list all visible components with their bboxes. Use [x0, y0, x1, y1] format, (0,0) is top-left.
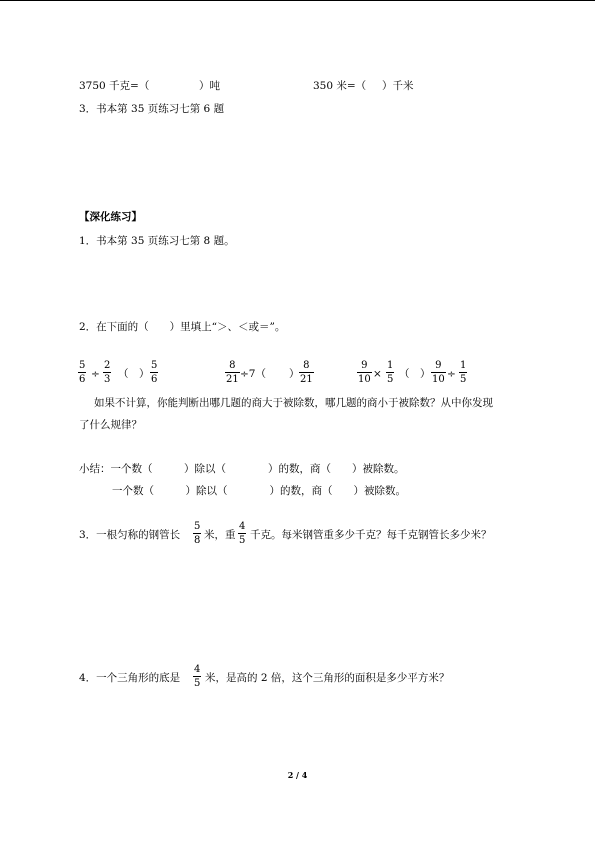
question-4-prefix: 4．一个三角形的底是 [79, 672, 181, 684]
denominator: 21 [300, 374, 313, 385]
numerator: 9 [361, 360, 368, 371]
denominator: 8 [194, 535, 201, 546]
blank-a[interactable]: （ ） [118, 368, 150, 380]
question-2-text-2: 了什么规律？ [79, 419, 142, 431]
conversion-left-close: ）吨 [199, 80, 220, 92]
denominator: 6 [79, 374, 86, 385]
question-3-suffix: 千克。每米钢管重多少千克？每千克钢管长多少米？ [250, 529, 492, 541]
divide-sign: ÷ [91, 368, 100, 380]
question-1: 1．书本第 35 页练习七第 8 题。 [79, 235, 235, 247]
denominator: 5 [194, 678, 201, 689]
denominator: 21 [226, 374, 239, 385]
numerator: 5 [194, 521, 201, 532]
numerator: 4 [239, 521, 246, 532]
denominator: 10 [432, 374, 445, 385]
question-3-prefix: 3．一根匀称的钢管长 [79, 529, 181, 541]
page-number: 2 / 4 [287, 770, 308, 780]
numerator: 5 [151, 360, 158, 371]
numerator: 1 [387, 360, 394, 371]
fraction-q4-base [193, 664, 201, 689]
fraction-a1 [78, 360, 86, 385]
divide-seven: ÷7（ [240, 368, 266, 380]
fraction-q3-weight [238, 521, 246, 546]
conversion-left: 3750 千克=（ [79, 80, 150, 92]
fraction-a3 [150, 360, 158, 385]
numerator: 2 [104, 360, 111, 371]
fraction-q3-length [193, 521, 201, 546]
numerator: 5 [79, 360, 86, 371]
fraction-c4 [459, 360, 467, 385]
blank-c[interactable]: （ ） [399, 368, 431, 380]
denominator: 5 [460, 374, 467, 385]
top-rule [0, 0, 595, 1]
question-4-suffix: 米，是高的 2 倍，这个三角形的面积是多少平方米？ [205, 672, 450, 684]
fraction-c3 [431, 360, 446, 385]
summary-line-2: 一个数（ ）除以（ ）的数，商（ ）被除数。 [112, 485, 406, 497]
question-2: 2．在下面的（ ）里填上“＞、＜或＝”。 [79, 321, 286, 333]
question-3-top: 3．书本第 35 页练习七第 6 题 [79, 103, 225, 115]
blank-b[interactable]: ） [268, 368, 300, 380]
numerator: 1 [460, 360, 467, 371]
denominator: 10 [358, 374, 371, 385]
fraction-b3 [299, 360, 314, 385]
numerator: 8 [229, 360, 236, 371]
section-title: 【深化练习】 [79, 211, 142, 223]
fraction-c2 [386, 360, 394, 385]
conversion-right: 350 米=（ [313, 80, 367, 92]
multiply-sign: × [373, 368, 382, 380]
divide-sign: ÷ [447, 368, 456, 380]
denominator: 5 [387, 374, 394, 385]
summary-line-1: 小结：一个数（ ）除以（ ）的数，商（ ）被除数。 [79, 463, 405, 475]
fraction-b1 [225, 360, 240, 385]
question-2-text-1: 如果不计算，你能判断出哪几题的商大于被除数，哪几题的商小于被除数？从中你发现 [94, 397, 493, 409]
fraction-a2 [103, 360, 111, 385]
denominator: 3 [104, 374, 111, 385]
question-3-mid: 米，重 [204, 529, 236, 541]
fraction-c1 [357, 360, 372, 385]
numerator: 4 [194, 664, 201, 675]
denominator: 6 [151, 374, 158, 385]
conversion-right-close: ）千米 [382, 80, 414, 92]
numerator: 8 [303, 360, 310, 371]
numerator: 9 [435, 360, 442, 371]
denominator: 5 [239, 535, 246, 546]
